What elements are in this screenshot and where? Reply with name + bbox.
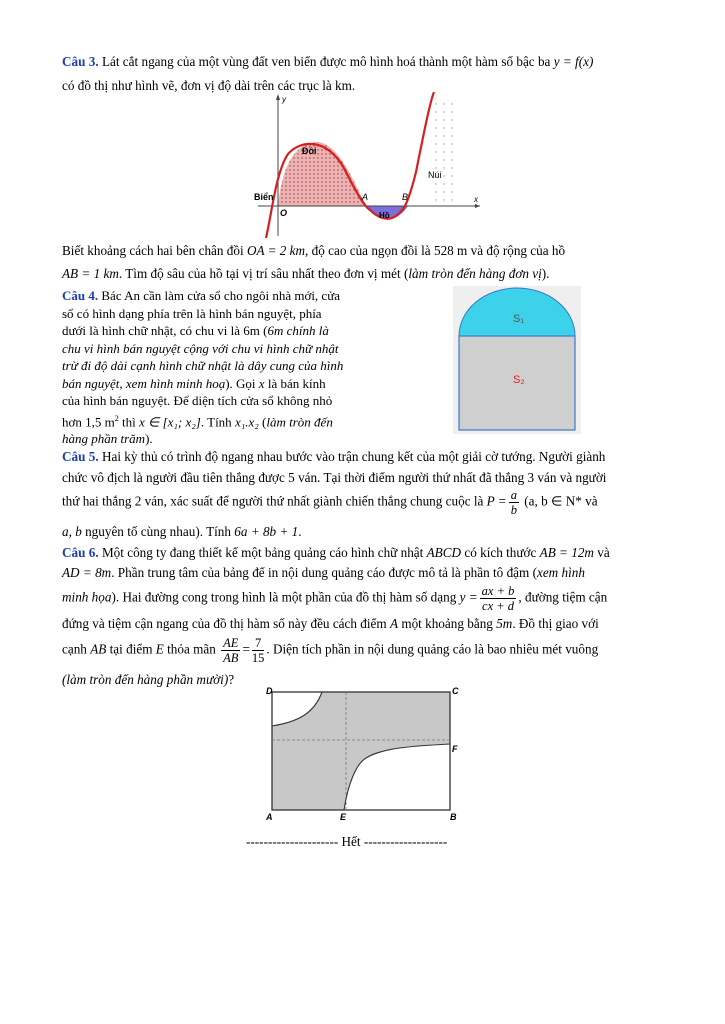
- s2-label: S₂: [513, 374, 525, 386]
- vertex-d-label: D: [266, 686, 273, 696]
- vertex-a-label: A: [266, 812, 273, 822]
- q6-line3: minh họa). Hai đường cong trong hình là một phần của đồ thị hàm số dạng y = $\frac{ax + b}{cx + d}$ , đường tiệm cận: [62, 584, 608, 613]
- x-axis-label: x: [474, 195, 478, 204]
- q3-line4: AB = 1 km. Tìm độ sâu của hồ tại vị trí sâu nhất theo đơn vị mét (làm tròn đến hàng đơn vị).: [62, 266, 550, 281]
- vertex-c-label: C: [452, 686, 459, 696]
- q6-ratio-fraction: $\frac{AE}{AB}$: [223, 636, 239, 665]
- point-f-label: F: [452, 744, 458, 754]
- q6-billboard-figure: [262, 684, 466, 824]
- vertex-b-label: B: [450, 812, 457, 822]
- mountain-label: Núi: [428, 170, 442, 180]
- point-e-label: E: [340, 812, 347, 822]
- q6-line1: Câu 6. Một công ty đang thiết kế một bảng quảng cáo hình chữ nhật ABCD có kích thước AB = 12m và: [62, 545, 610, 560]
- lake-label: Hồ: [379, 211, 390, 220]
- q5-line3: thứ hai thắng 2 ván, xác suất để người thứ nhất giành chiến thắng chung cuộc là P = $\frac{a}{b}$ (a, b ∈ N* và: [62, 488, 598, 517]
- q6-line6: (làm tròn đến hàng phần mười)?: [62, 672, 235, 687]
- point-b-label: B: [402, 192, 409, 202]
- q6-line4: đứng và tiệm cận ngang của đồ thị hàm số này đều cách điểm A một khoảng bằng 5m. Đồ thị giao với: [62, 616, 599, 631]
- q6-line5: cạnh AB tại điểm E thỏa mãn $\frac{AE}{AB}$ = $\frac{7}{15}$ . Diện tích phần in nội dung quảng cáo là bao nhiêu mét vuông: [62, 636, 599, 665]
- q5-line4: a, b nguyên tố cùng nhau). Tính 6a + 8b + 1.: [62, 524, 302, 539]
- q3-line2: có đồ thị như hình vẽ, đơn vị độ dài trên các trục là km.: [62, 78, 356, 93]
- y-axis-label: y: [282, 95, 286, 104]
- q3-line1: Câu 3. Lát cắt ngang của một vùng đất ven biển được mô hình hoá thành một hàm số bậc ba y = f(x): [62, 54, 594, 69]
- s1-label: S₁: [513, 313, 525, 325]
- q5-line1: Câu 5. Hai kỳ thủ có trình độ ngang nhau bước vào trận chung kết của một giải cờ tướng. Người giành: [62, 449, 606, 464]
- point-a-label: A: [362, 192, 369, 202]
- q6-function-fraction: $\frac{ax + b}{cx + d}$: [481, 584, 515, 613]
- q5-fraction: $\frac{a}{b}$: [510, 488, 517, 517]
- q5-line2: chức vô địch là người đầu tiên thắng được 5 ván. Tại thời điểm người thứ nhất đã thắng 3 ván và người: [62, 470, 607, 485]
- printed-region: [272, 692, 450, 810]
- mountain-region: [431, 98, 458, 206]
- q3-cubic-graph: [248, 92, 484, 238]
- q3-label: Câu 3.: [62, 54, 99, 69]
- origin-label: O: [280, 208, 288, 218]
- q4-window-figure: [453, 286, 581, 434]
- end-marker: --------------------- Hết -------------------: [246, 834, 448, 849]
- q3-line3: Biết khoảng cách hai bên chân đồi OA = 2 km, độ cao của ngọn đồi là 528 m và độ rộng của hồ: [62, 243, 566, 258]
- hill-label: Đồi: [302, 146, 317, 156]
- q4-text: Câu 4. Bác An cần làm cửa sổ cho ngôi nhà mới, cửa sổ có hình dạng phía trên là hình bán nguyệt, phía dưới là hình chữ nhật, có chu vi là 6m (6m chính là chu vi hình bán nguyệt cộng với chu vi hình chữ nhật trừ đi độ dài cạnh hình chữ nhật là dây cung của hình bán nguyệt, xem hình minh hoạ). Gọi x là bán kính của hình bán nguyệt. Để diện tích cửa sổ không nhỏ hơn 1,5 $m^2$ thì x ∈ [x₁; x₂]. Tính x₁.x₂ (làm tròn đến hàng phần trăm).: [62, 288, 344, 447]
- coast-label: Biển: [254, 192, 274, 202]
- q6-line2: AD = 8m. Phần trung tâm của bảng để in nội dung quảng cáo được mô tả là phần tô đậm (xem hình: [62, 565, 585, 580]
- q6-value-fraction: $\frac{7}{15}$: [251, 636, 265, 665]
